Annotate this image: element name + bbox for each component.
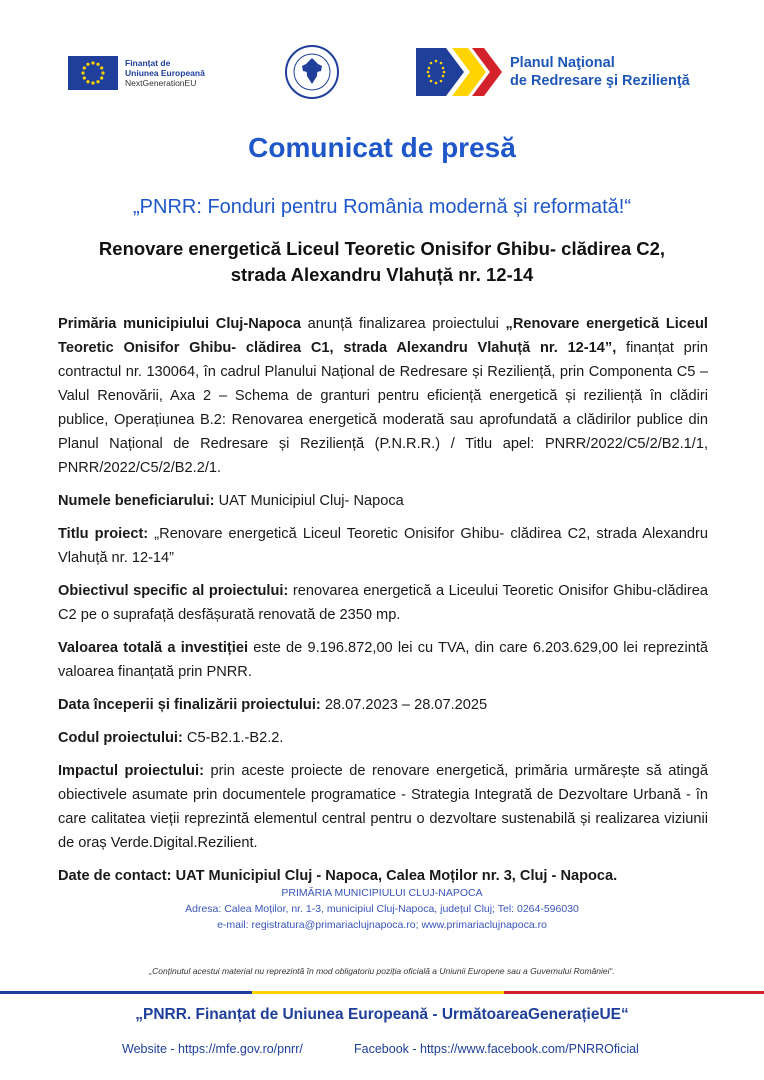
headline-line2: strada Alexandru Vlahuță nr. 12-14 [230,264,534,285]
page-title: Comunicat de presă [248,132,516,163]
beneficiary-value: UAT Municipiul Cluj- Napoca [214,493,404,509]
footer-org-name: PRIMĂRIA MUNICIPIULUI CLUJ-NAPOCA [281,887,483,899]
code-value: C5-B2.1.-B2.2. [182,730,284,746]
romanian-government-seal-icon [284,44,340,100]
tricolor-divider [0,991,764,994]
code-paragraph [58,726,708,750]
impact-value: prin aceste proiecte de renovare energetică, primăria urmărește să atingă obiectivele asumate prin documentele programatice - Strategia Integrată de Dezvoltare Urbană - în care calitatea vieții reprezintă elementul central pentru o dezvoltare sustenabilă și realizarea viziunii de oraș Verde.Digital.Rezilient. [58,763,708,851]
objective-value: renovarea energetică a Liceului Teoretic Onisifor Ghibu-clădirea C2 pe o suprafață desfășurată renovată de 2350 mp. [58,583,708,623]
website-link[interactable]: Website - https://mfe.gov.ro/pnrr/ [122,1042,303,1056]
pnrr-slogan: „PNRR. Finanțat de Uniunea Europeană - UrmătoareaGenerațieUE“ [135,1006,629,1023]
pnrr-text [510,54,690,90]
value-paragraph [58,636,708,684]
press-release-body [58,312,708,897]
pnrr-arrows-icon [416,48,502,96]
intro-paragraph [58,312,708,480]
impact-label: Impactul proiectului: [58,763,204,779]
beneficiary-label: Numele beneficiarului: [58,493,215,509]
project-title-value: „Renovare energetică Liceul Teoretic Onisifor Ghibu- clădirea C2, strada Alexandru Vlahuță nr. 12-14” [58,526,708,566]
logo-header [0,44,764,104]
intro-text-1: anunță finalizarea proiectului [300,316,506,332]
value-text: este de 9.196.872,00 lei cu TVA, din care 6.203.629,00 lei reprezintă valoarea finanțată prin PNRR. [58,640,709,680]
code-label: Codul proiectului: [58,730,183,746]
pnrr-line2: de Redresare şi Rezilienţă [510,73,690,89]
eu-line3: NextGenerationEU [125,78,197,88]
eu-line1: Finanțat de [125,58,171,68]
impact-paragraph [58,759,708,855]
value-label: Valoarea totală a investiției [58,640,249,656]
project-title-label: Titlu proiect: [58,526,149,542]
eu-flag-icon [68,56,118,90]
pnrr-logo [416,48,690,96]
city-hall-footer [0,885,764,933]
page-subtitle: „PNRR: Fonduri pentru România modernă și reformată!“ [133,196,631,218]
eu-funding-text [125,58,205,88]
objective-paragraph [58,579,708,627]
objective-label: Obiectivul specific al proiectului: [58,583,289,599]
intro-bold-2: „Renovare energetică Liceul Teoretic Onisifor Ghibu- clădirea C1, strada Alexandru Vlahuță nr. 12-14”, [58,316,708,356]
disclaimer: „Conținutul acestui material nu reprezintă în mod obligatoriu poziția oficială a Uniunii Europene sau a Guvernului României“. [149,966,615,976]
project-headline [60,236,704,288]
dates-paragraph [58,693,708,717]
beneficiary-paragraph [58,489,708,513]
contact-text: Date de contact: UAT Municipiul Cluj - Napoca, Calea Moților nr. 3, Cluj - Napoca. [58,868,618,884]
facebook-link[interactable]: Facebook - https://www.facebook.com/PNRROficial [354,1042,639,1056]
intro-text-2: finanțat prin contractul nr. 130064, în cadrul Planului Național de Redresare și Reziliență, prin Componenta C5 – Valul Renovării, Axa 2 – Schema de granturi pentru eficiență energetică și reziliență în clădiri publice, Operațiunea B.2: Renovarea energetică moderată sau aprofundată a clădirilor publice din Planul Național de Redresare și Reziliență (P.N.R.R.) / Titlu apel: PNRR/2022/C5/2/B2.1/1, PNRR/2022/C5/2/B2.2/1. [58,340,708,476]
dates-label: Data începerii și finalizării proiectului: [58,697,321,713]
pnrr-line1: Planul Naţional [510,55,615,71]
eu-line2: Uniunea Europeană [125,68,205,78]
dates-value: 28.07.2023 – 28.07.2025 [320,697,488,713]
project-title-paragraph [58,522,708,570]
headline-line1: Renovare energetică Liceul Teoretic Onisifor Ghibu- clădirea C2, [98,238,666,259]
intro-bold-1: Primăria municipiului Cluj-Napoca [58,316,301,332]
footer-address: Adresa: Calea Moților, nr. 1-3, municipiul Cluj-Napoca, județul Cluj; Tel: 0264-596030 [185,903,579,915]
eu-funding-logo [68,56,205,90]
footer-email[interactable]: e-mail: registratura@primariaclujnapoca.ro; www.primariaclujnapoca.ro [217,919,547,931]
